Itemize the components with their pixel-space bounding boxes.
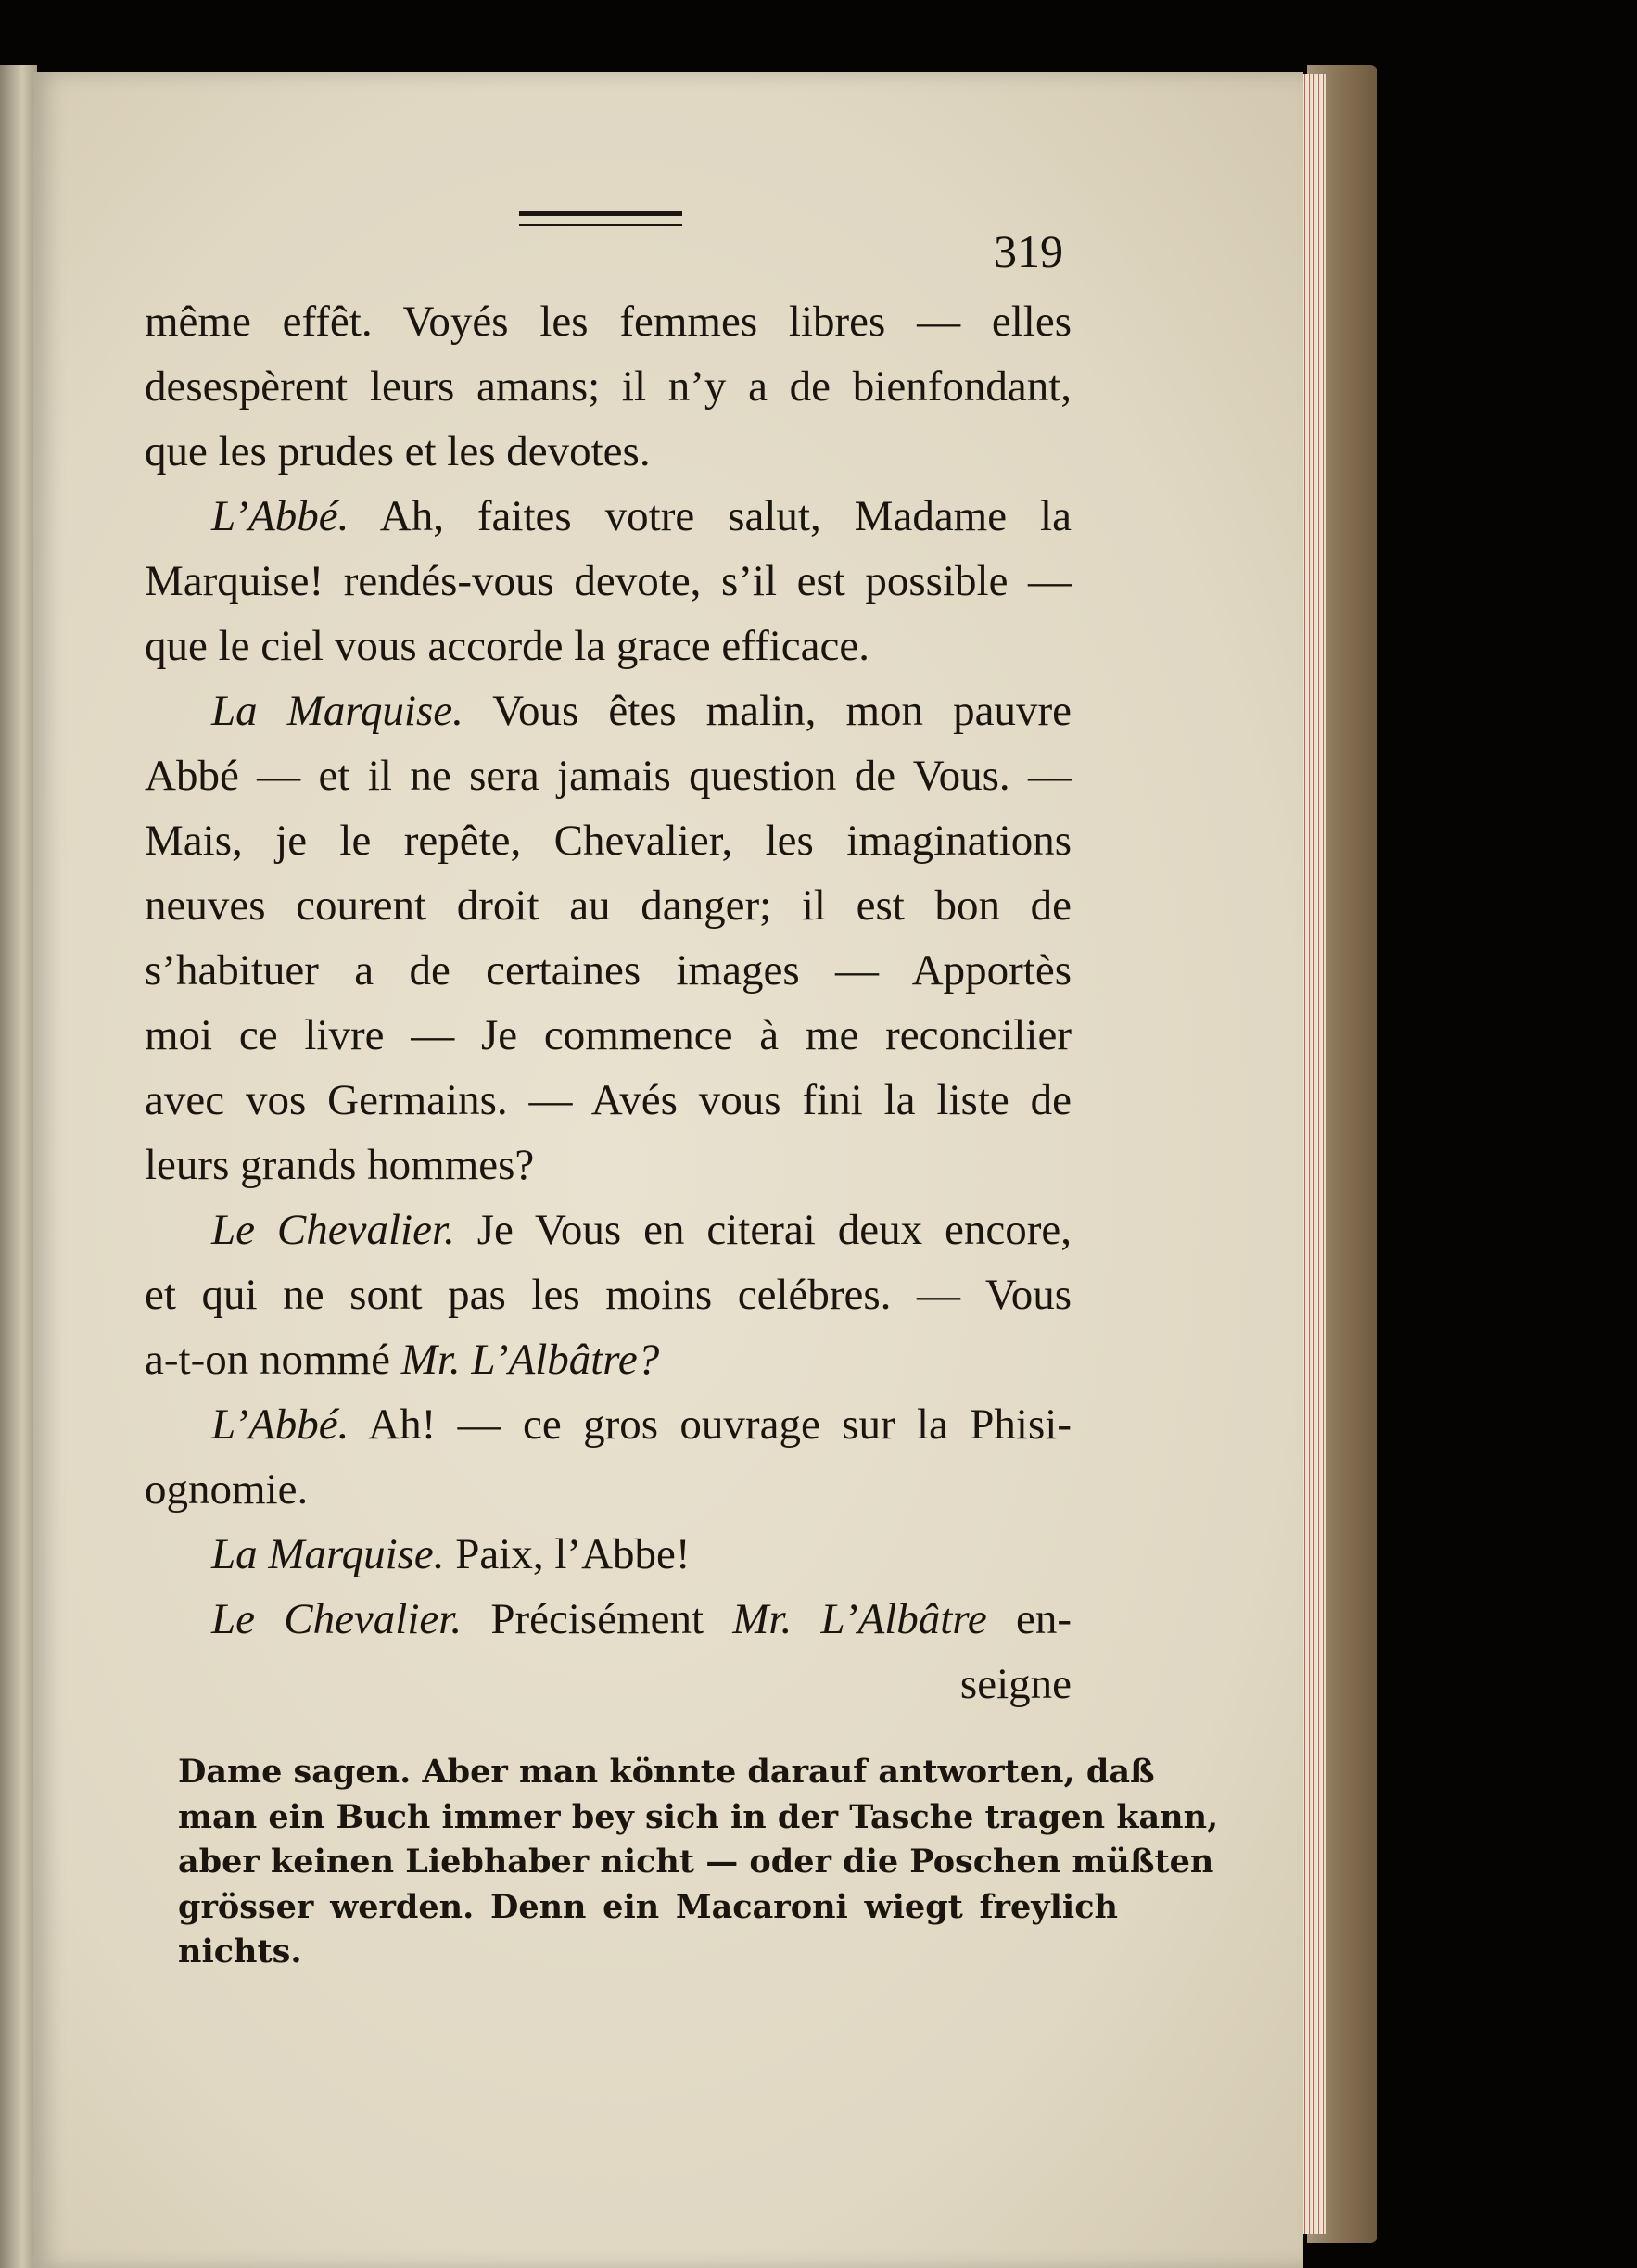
- text-line: neuves courent droit au danger; il est bon de: [145, 881, 1072, 930]
- footnote: [178, 1750, 1219, 1975]
- text-line: que les prudes et les devotes.: [145, 427, 651, 475]
- text-line: même effêt. Voyés les femmes libres — elles: [145, 298, 1072, 346]
- text-line: que le ciel vous accorde la grace efficace.: [145, 622, 869, 670]
- text-line: Abbé — et il ne sera jamais question de Vous. —: [145, 752, 1072, 800]
- text-line: desespèrent leurs amans; il n’y a de bienfondant,: [145, 362, 1072, 411]
- text-line: Le Chevalier. Je Vous en citerai deux encore,: [211, 1206, 1072, 1254]
- text-line: La Marquise. Vous êtes malin, mon pauvre: [211, 687, 1072, 735]
- page-number: 319: [994, 225, 1063, 277]
- footnote-line: grösser werden. Denn ein Macaroni wiegt freylich: [178, 1887, 1118, 1926]
- text-line: La Marquise. Paix, l’Abbe!: [211, 1530, 691, 1578]
- footnote-line: nichts.: [178, 1932, 302, 1970]
- footnote-line: Dame sagen. Aber man könnte darauf antworten, daß: [178, 1753, 1155, 1791]
- speaker-label: Le Chevalier.: [211, 1206, 455, 1254]
- text-line: s’habituer a de certaines images — Apportès: [145, 946, 1072, 995]
- footnote-line: aber keinen Liebhaber nicht — oder die Poschen müßten: [178, 1843, 1214, 1881]
- text-line: Mais, je le repête, Chevalier, les imaginations: [145, 817, 1072, 865]
- text-line: Le Chevalier. Précisément Mr. L’Albâtre en-: [211, 1595, 1072, 1643]
- body-text: [145, 289, 1072, 1717]
- speaker-label: Le Chevalier.: [211, 1595, 463, 1643]
- text-line: leurs grands hommes?: [145, 1141, 535, 1189]
- speaker-label: L’Abbé.: [211, 1400, 349, 1449]
- text-line: a-t-on nommé Mr. L’Albâtre?: [145, 1336, 660, 1384]
- text-line: moi ce livre — Je commence à me reconcilier: [145, 1011, 1072, 1059]
- facing-page-edge: [0, 65, 37, 2268]
- text-line: L’Abbé. Ah, faites votre salut, Madame la: [211, 492, 1072, 540]
- text-line: L’Abbé. Ah! — ce gros ouvrage sur la Phisi-: [211, 1400, 1072, 1449]
- header-rule: [519, 211, 682, 226]
- footnote-line: man ein Buch immer bey sich in der Tasche tragen kann,: [178, 1797, 1219, 1836]
- speaker-label: La Marquise.: [211, 687, 463, 735]
- catchword: seigne: [959, 1660, 1072, 1708]
- speaker-label: L’Abbé.: [211, 492, 349, 540]
- text-line: et qui ne sont pas les moins celébres. — Vous: [145, 1271, 1072, 1319]
- text-line: Marquise! rendés-vous devote, s’il est possible —: [145, 557, 1072, 605]
- text-line: ognomie.: [145, 1465, 309, 1514]
- text-line: avec vos Germains. — Avés vous fini la liste de: [145, 1076, 1072, 1124]
- speaker-label: La Marquise.: [211, 1530, 445, 1578]
